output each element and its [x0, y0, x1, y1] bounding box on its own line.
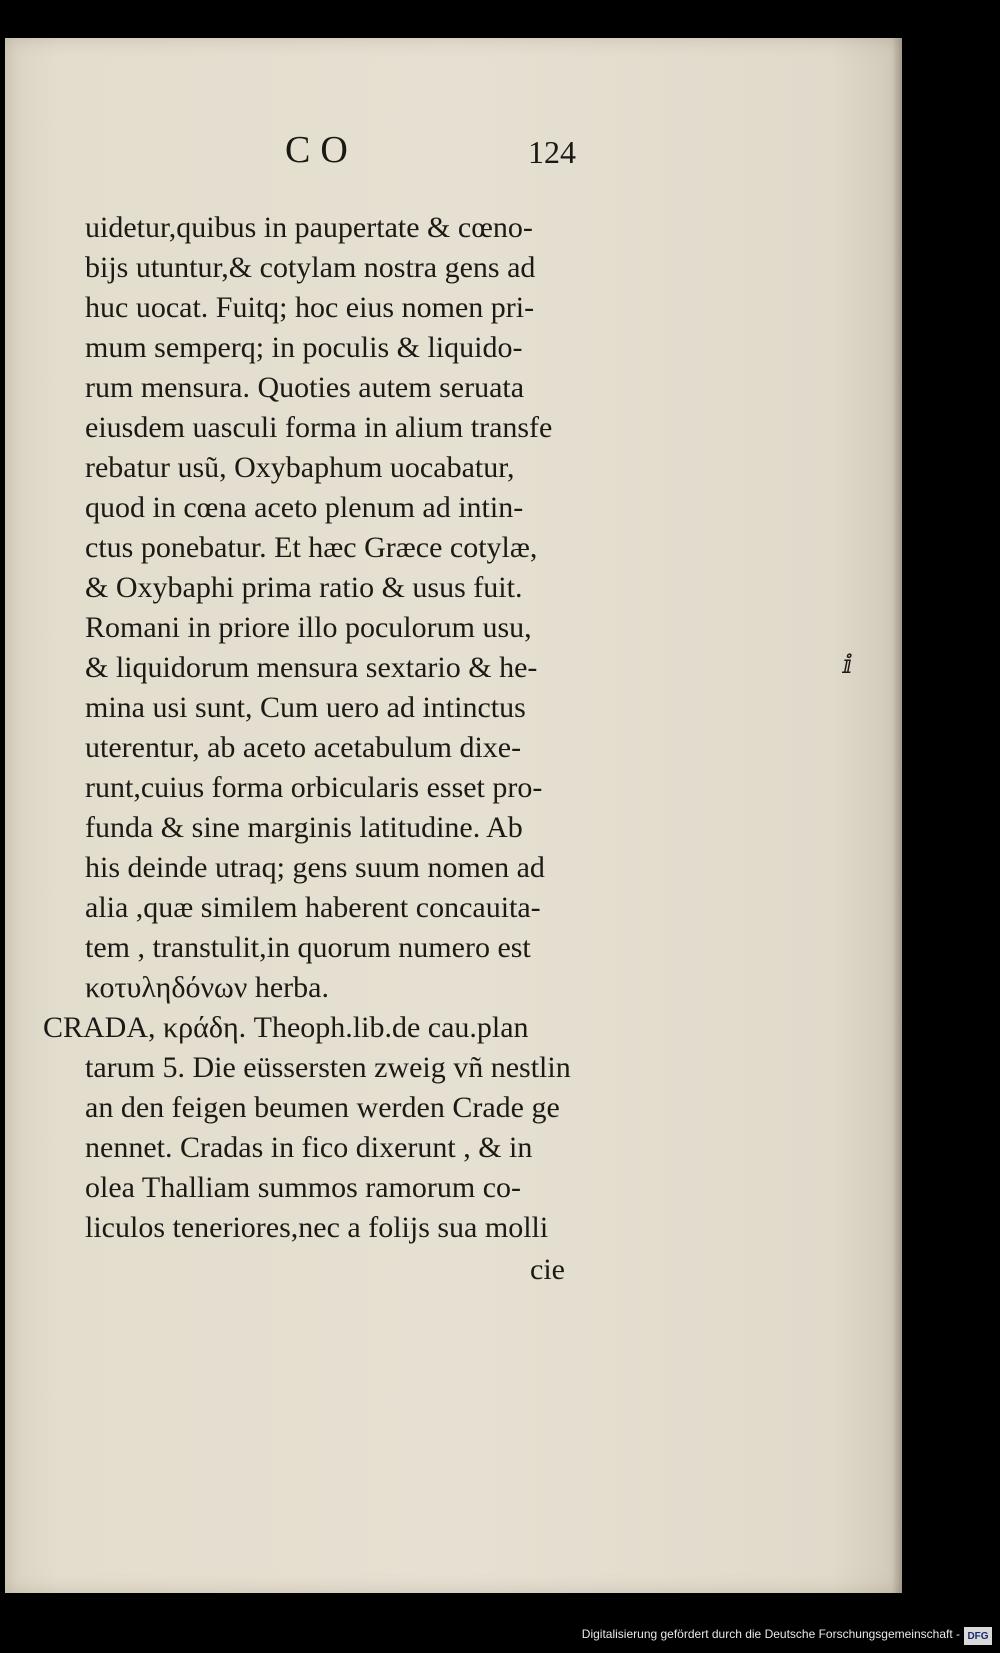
entry-line: olea Thalliam summos ramorum co- [85, 1171, 522, 1204]
entry-line: nennet. Cradas in fico dixerunt , & in [85, 1131, 533, 1164]
entry-line: tarum 5. Die eüssersten zweig vñ nestlin [85, 1051, 571, 1084]
page-number: 124 [528, 134, 576, 170]
dfg-logo-icon: DFG [964, 1627, 992, 1645]
section-heading: CO [285, 129, 358, 171]
text-line: tem , transtulit,in quorum numero est [85, 931, 531, 964]
text-line: his deinde utraq; gens suum nomen ad [85, 851, 545, 884]
text-line: rebatur usũ, Oxybaphum uocabatur, [85, 451, 515, 484]
margin-mark: ⅈ [843, 650, 853, 679]
catchword: cie [530, 1253, 565, 1286]
text-line: quod in cœna aceto plenum ad intin- [85, 491, 524, 524]
text-line: alia ,quæ similem haberent concauita- [85, 891, 541, 924]
text-line: funda & sine marginis latitudine. Ab [85, 811, 523, 844]
scan-footer [0, 1613, 1000, 1653]
text-line: ctus ponebatur. Et hæc Græce cotylæ, [85, 531, 538, 564]
text-line: huc uocat. Fuitq; hoc eius nomen pri- [85, 291, 535, 324]
text-line: rum mensura. Quoties autem seruata [85, 371, 525, 404]
text-line: eiusdem uasculi forma in alium transfe [85, 411, 553, 444]
funding-credit: Digitalisierung gefördert durch die Deutsche Forschungsgemeinschaft - [581, 1627, 960, 1641]
text-line: uterentur, ab aceto acetabulum dixe- [85, 731, 522, 764]
running-header [5, 128, 902, 188]
text-line: & Oxybaphi prima ratio & usus fuit. [85, 571, 523, 604]
text-line: & liquidorum mensura sextario & he- [85, 651, 538, 684]
page-text [43, 208, 665, 1290]
text-line: κοτυληδόνων herba. [85, 971, 329, 1004]
text-line: runt,cuius forma orbicularis esset pro- [85, 771, 543, 804]
entry-line: liculos teneriores,nec a folijs sua molli [85, 1211, 549, 1244]
text-line: mum semperq; in poculis & liquido- [85, 331, 523, 364]
text-line: bijs utuntur,& cotylam nostra gens ad [85, 251, 536, 284]
text-line: uidetur,quibus in paupertate & cœno- [85, 211, 533, 244]
entry-heading-line: CRADA, κράδη. Theoph.lib.de cau.plan [43, 1011, 529, 1044]
entry-line: an den feigen beumen werden Crade ge [85, 1091, 560, 1124]
text-line: mina usi sunt, Cum uero ad intinctus [85, 691, 526, 724]
book-page [5, 38, 902, 1593]
text-line: Romani in priore illo poculorum usu, [85, 611, 532, 644]
